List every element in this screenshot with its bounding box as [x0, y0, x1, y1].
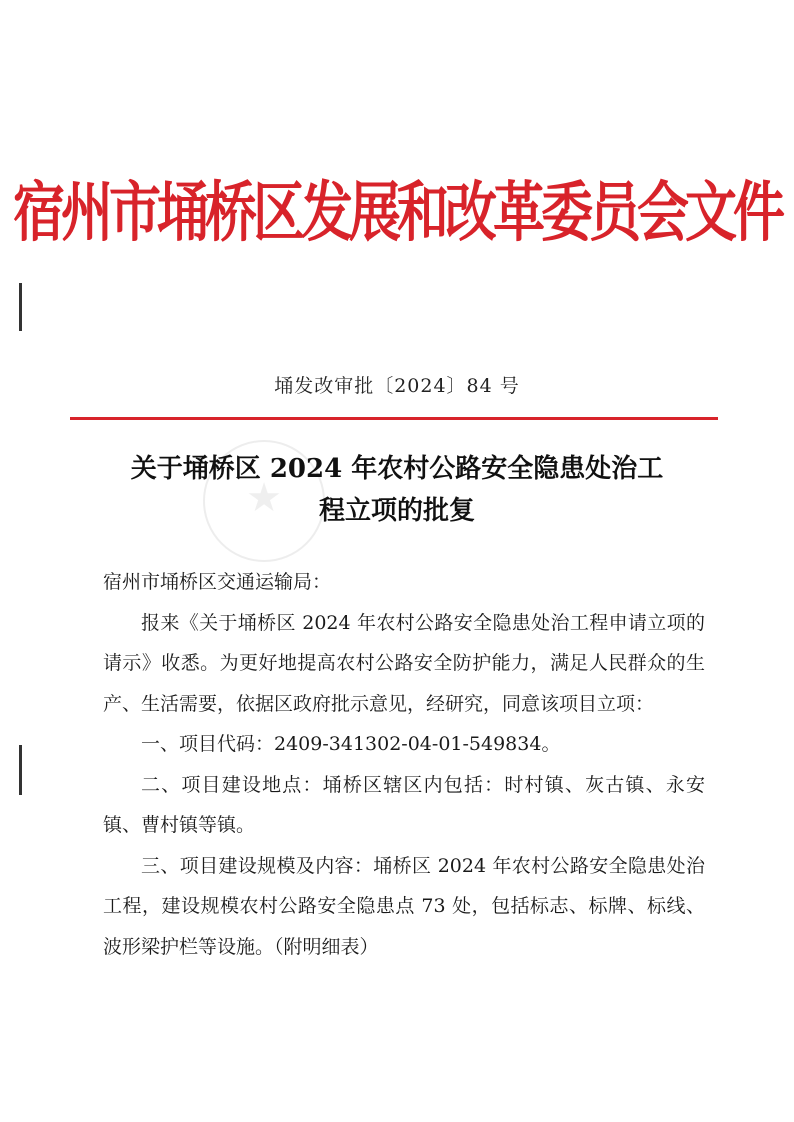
- paragraph-intro: 报来《关于埇桥区 2024 年农村公路安全隐患处治工程申请立项的请示》收悉。为更好地提高农村公路安全防护能力，满足人民群众的生产、生活需要，依据区政府批示意见，经研究，同意该项目立项：: [103, 611, 705, 715]
- issuing-authority-header: 宿州市埇桥区发展和改革委员会文件: [12, 174, 781, 251]
- paragraph-scope: 三、项目建设规模及内容：埇桥区 2024 年农村公路安全隐患处治工程，建设规模农村公路安全隐患点 73 处，包括标志、标牌、标线、波形梁护栏等设施。（附明细表）: [103, 854, 705, 958]
- document-title: [90, 448, 704, 532]
- binding-mark-bottom: [19, 745, 22, 795]
- document-title-line-1: 关于埇桥区 2024 年农村公路安全隐患处治工: [130, 454, 664, 484]
- addressee: 宿州市埇桥区交通运输局：: [103, 571, 332, 593]
- binding-mark-top: [19, 283, 22, 331]
- document-body: [103, 562, 705, 967]
- paragraph-project-code: 一、项目代码：2409-341302-04-01-549834。: [141, 733, 561, 755]
- paragraph-location: 二、项目建设地点：埇桥区辖区内包括：时村镇、灰古镇、永安镇、曹村镇等镇。: [103, 773, 705, 836]
- header-divider: [70, 417, 718, 420]
- seal-star-icon: ★: [246, 475, 282, 521]
- document-number: 埇发改审批〔2024〕84 号: [274, 375, 520, 397]
- document-title-line-2: 程立项的批复: [318, 496, 475, 526]
